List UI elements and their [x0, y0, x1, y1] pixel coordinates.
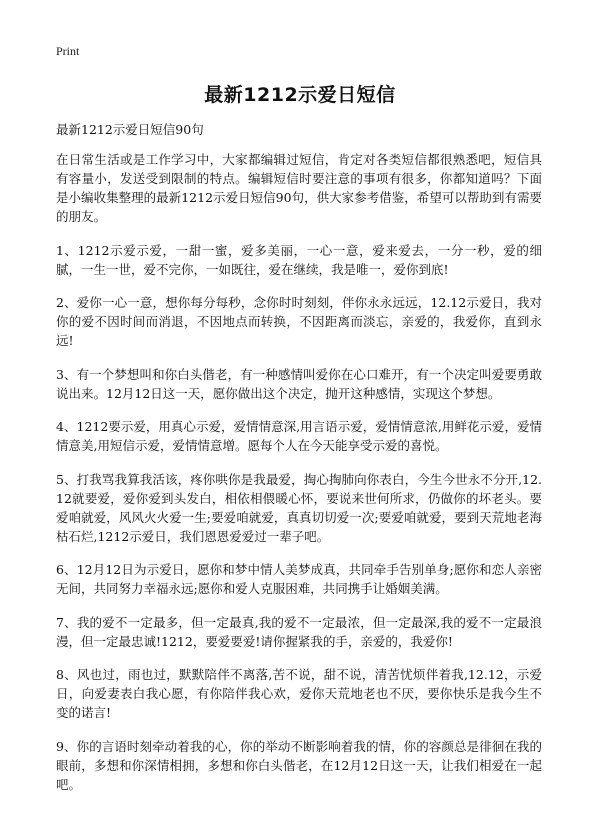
- message-paragraph-2: 2、爱你一心一意，想你每分每秒，念你时时刻刻，伴你永永远远，12.12示爱日，我对你的爱不因时间而消退，不因地点而转换，不因距离而淡忘，亲爱的，我爱你，直到永远!: [56, 295, 542, 348]
- print-link[interactable]: Print: [56, 44, 80, 58]
- message-paragraph-7: 7、我的爱不一定最多，但一定最真,我的爱不一定最浓，但一定最深,我的爱不一定最浪漫，但一定最忠诚!1212，要爱要爱!请你握紧我的手，亲爱的，我爱你!: [56, 614, 542, 649]
- message-paragraph-6: 6、12月12日为示爱日，愿你和梦中情人美梦成真，共同牵手告别单身;愿你和恋人亲密无间，共同努力幸福永远;愿你和爱人克服困难，共同携手让婚姻美满。: [56, 562, 542, 596]
- page-title: 最新1212示爱日短信: [204, 84, 396, 106]
- message-paragraph-4: 4、1212要示爱，用真心示爱，爱情情意深,用言语示爱，爱情情意浓,用鲜花示爱，爱情情意美,用短信示爱，爱情情意增。愿每个人在今天能享受示爱的喜悦。: [56, 419, 542, 453]
- document-subtitle: 最新1212示爱日短信90句: [56, 122, 204, 137]
- intro-paragraph: 在日常生活或是工作学习中，大家都编辑过短信，肯定对各类短信都很熟悉吧，短信具有容量小，发送受到限制的特点。编辑短信时要注意的事项有很多，你都知道吗？下面是小编收集整理的最新1212示爱日短信90句，供大家参考借鉴，希望可以帮助到有需要的朋友。: [56, 152, 542, 224]
- message-paragraph-9: 9、你的言语时刻牵动着我的心，你的举动不断影响着我的情，你的容颜总是徘徊在我的眼前，多想和你深情相拥，多想和你白头偕老，在12月12日这一天，让我们相爱在一起吧。: [56, 738, 542, 792]
- message-paragraph-5: 5、打我骂我算我活该，疼你哄你是我最爱，掏心掏肺向你表白，今生今世永不分开,12.12就要爱，爱你爱到头发白，相依相偎暖心怀，要说来世何所求，仍做你的坏老头。要爱咱就爱，风风火火爱一生;要爱咱就爱，真真切切爱一次;要爱咱就爱，要到天荒地老海枯石烂,1212示爱日，我们恩恩爱爱过一辈子吧。: [56, 471, 542, 544]
- message-paragraph-8: 8、风也过，雨也过，默默陪伴不离落,苦不说，甜不说，清苦忧烦伴着我,12.12，示爱日，向爱妻表白我心愿，有你陪伴我心欢，爱你天荒地老也不厌，要你快乐是我今生不变的诺言!: [56, 667, 542, 720]
- article-body: [56, 150, 542, 808]
- message-paragraph-3: 3、有一个梦想叫和你白头偕老，有一种感情叫爱你在心口难开，有一个决定叫爱要勇敢说出来。12月12日这一天，愿你做出这个决定，抛开这种感情，实现这个梦想。: [56, 366, 542, 401]
- message-paragraph-1: 1、1212示爱示爱，一甜一蜜，爱多美丽，一心一意，爱来爱去，一分一秒，爱的细腻，一生一世，爱不完你，一如既往，爱在继续，我是唯一，爱你到底!: [56, 242, 542, 277]
